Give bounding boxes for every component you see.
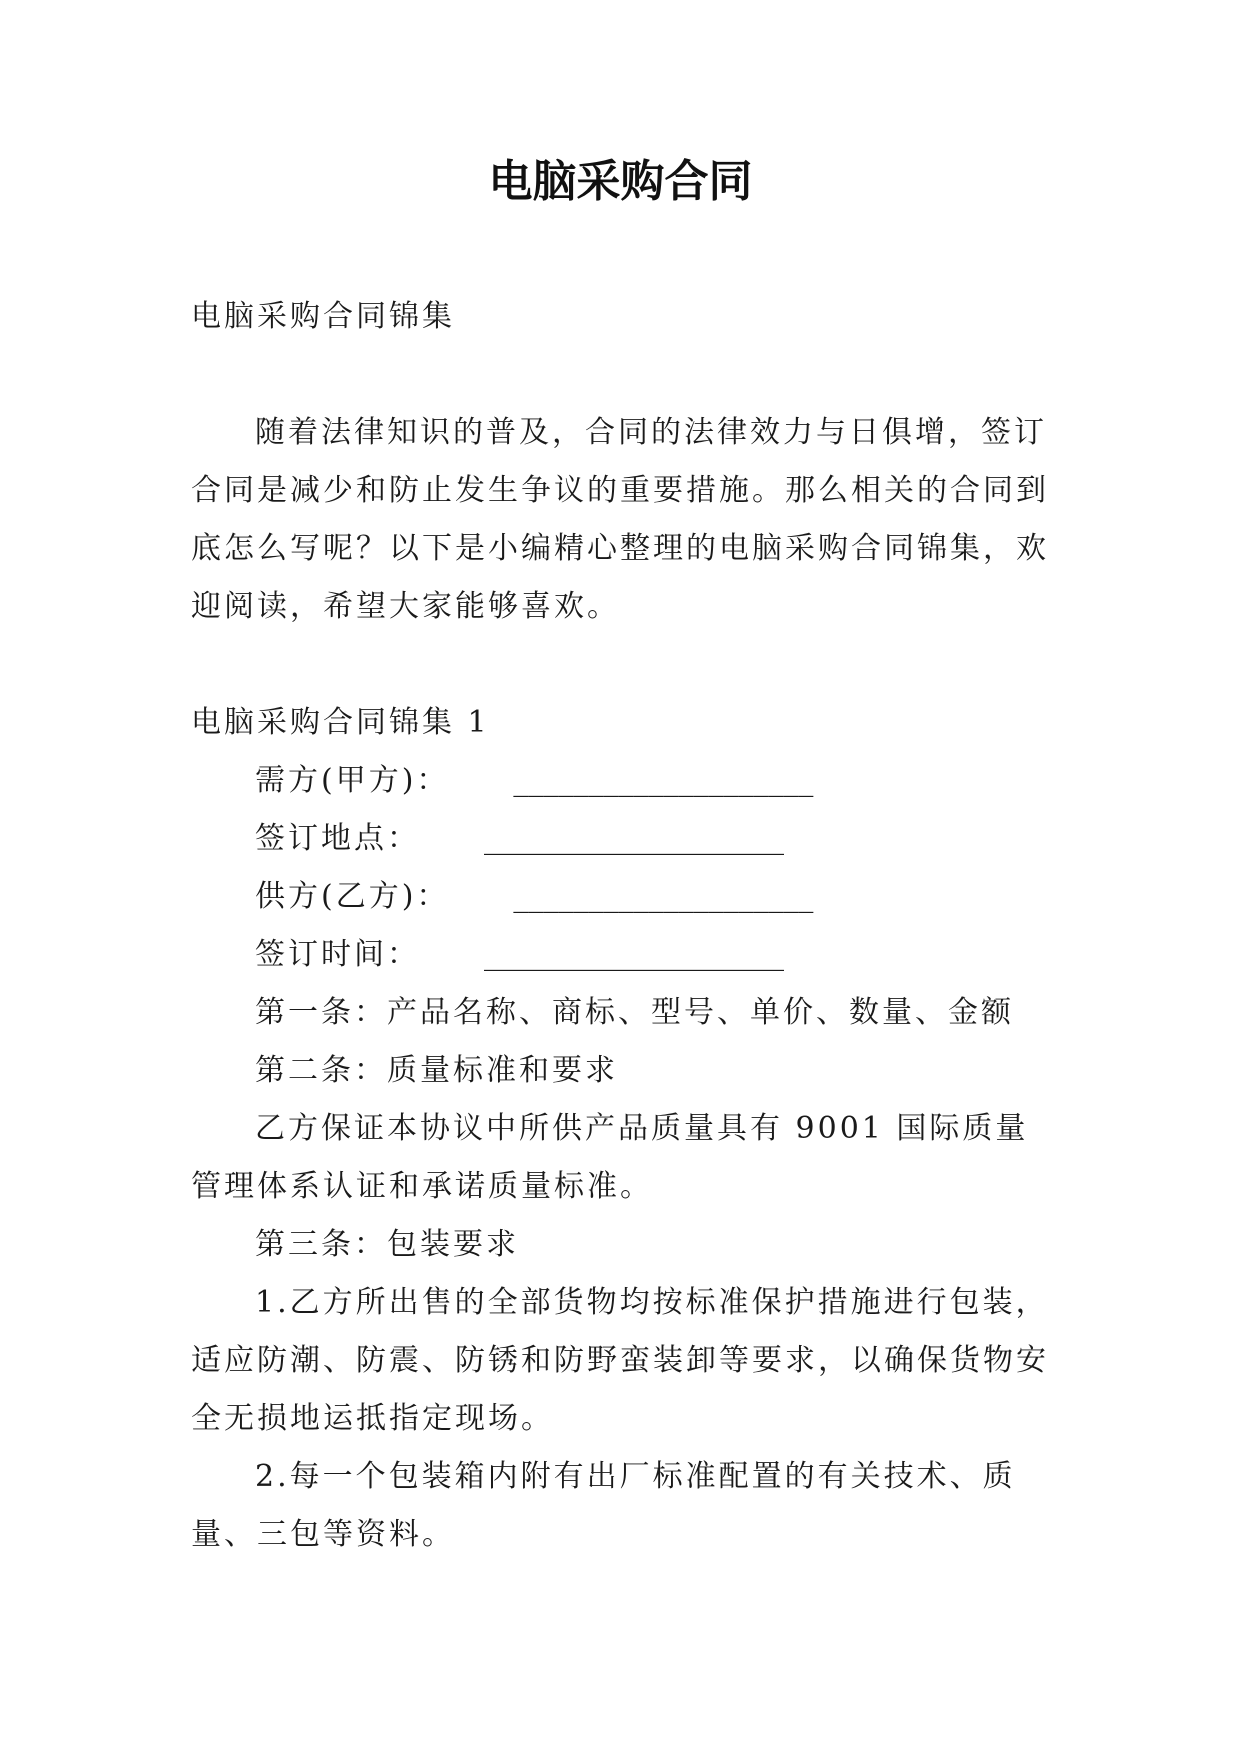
document-body [191, 288, 1061, 1564]
article-3-heading: 第三条：包装要求 [255, 1227, 519, 1262]
supplier-field [191, 868, 1061, 926]
sign-time-label: 签订时间： [255, 937, 420, 972]
sign-place-field [191, 810, 1061, 868]
sign-time-blank: ____________________ [484, 937, 784, 972]
buyer-label: 需方(甲方)： [255, 763, 450, 798]
section-heading: 电脑采购合同锦集 1 [191, 705, 490, 740]
article-3-item-2: 2.每一个包装箱内附有出厂标准配置的有关技术、质量、三包等资料。 [191, 1459, 1016, 1552]
article-3-item-1: 1.乙方所出售的全部货物均按标准保护措施进行包装，适应防潮、防震、防锈和防野蛮装卸等要求，以确保货物安全无损地运抵指定现场。 [191, 1285, 1049, 1436]
article-1-heading: 第一条：产品名称、商标、型号、单价、数量、金额 [255, 995, 1014, 1030]
buyer-blank: ____________________ [513, 763, 814, 798]
document-title: 电脑采购合同 [488, 156, 753, 207]
buyer-field [191, 752, 1061, 810]
document-subtitle: 电脑采购合同锦集 [191, 299, 455, 334]
supplier-label: 供方(乙方)： [255, 879, 450, 914]
sign-place-label: 签订地点： [255, 821, 420, 856]
supplier-blank: ____________________ [513, 879, 814, 914]
sign-place-blank: ____________________ [484, 821, 784, 856]
article-2-heading: 第二条：质量标准和要求 [255, 1053, 618, 1088]
intro-paragraph: 随着法律知识的普及，合同的法律效力与日俱增，签订合同是减少和防止发生争议的重要措施。那么相关的合同到底怎么写呢？以下是小编精心整理的电脑采购合同锦集，欢迎阅读，希望大家能够喜欢。 [191, 415, 1049, 624]
article-2-body: 乙方保证本协议中所供产品质量具有 9001 国际质量管理体系认证和承诺质量标准。 [191, 1111, 1029, 1204]
sign-time-field [191, 926, 1061, 984]
